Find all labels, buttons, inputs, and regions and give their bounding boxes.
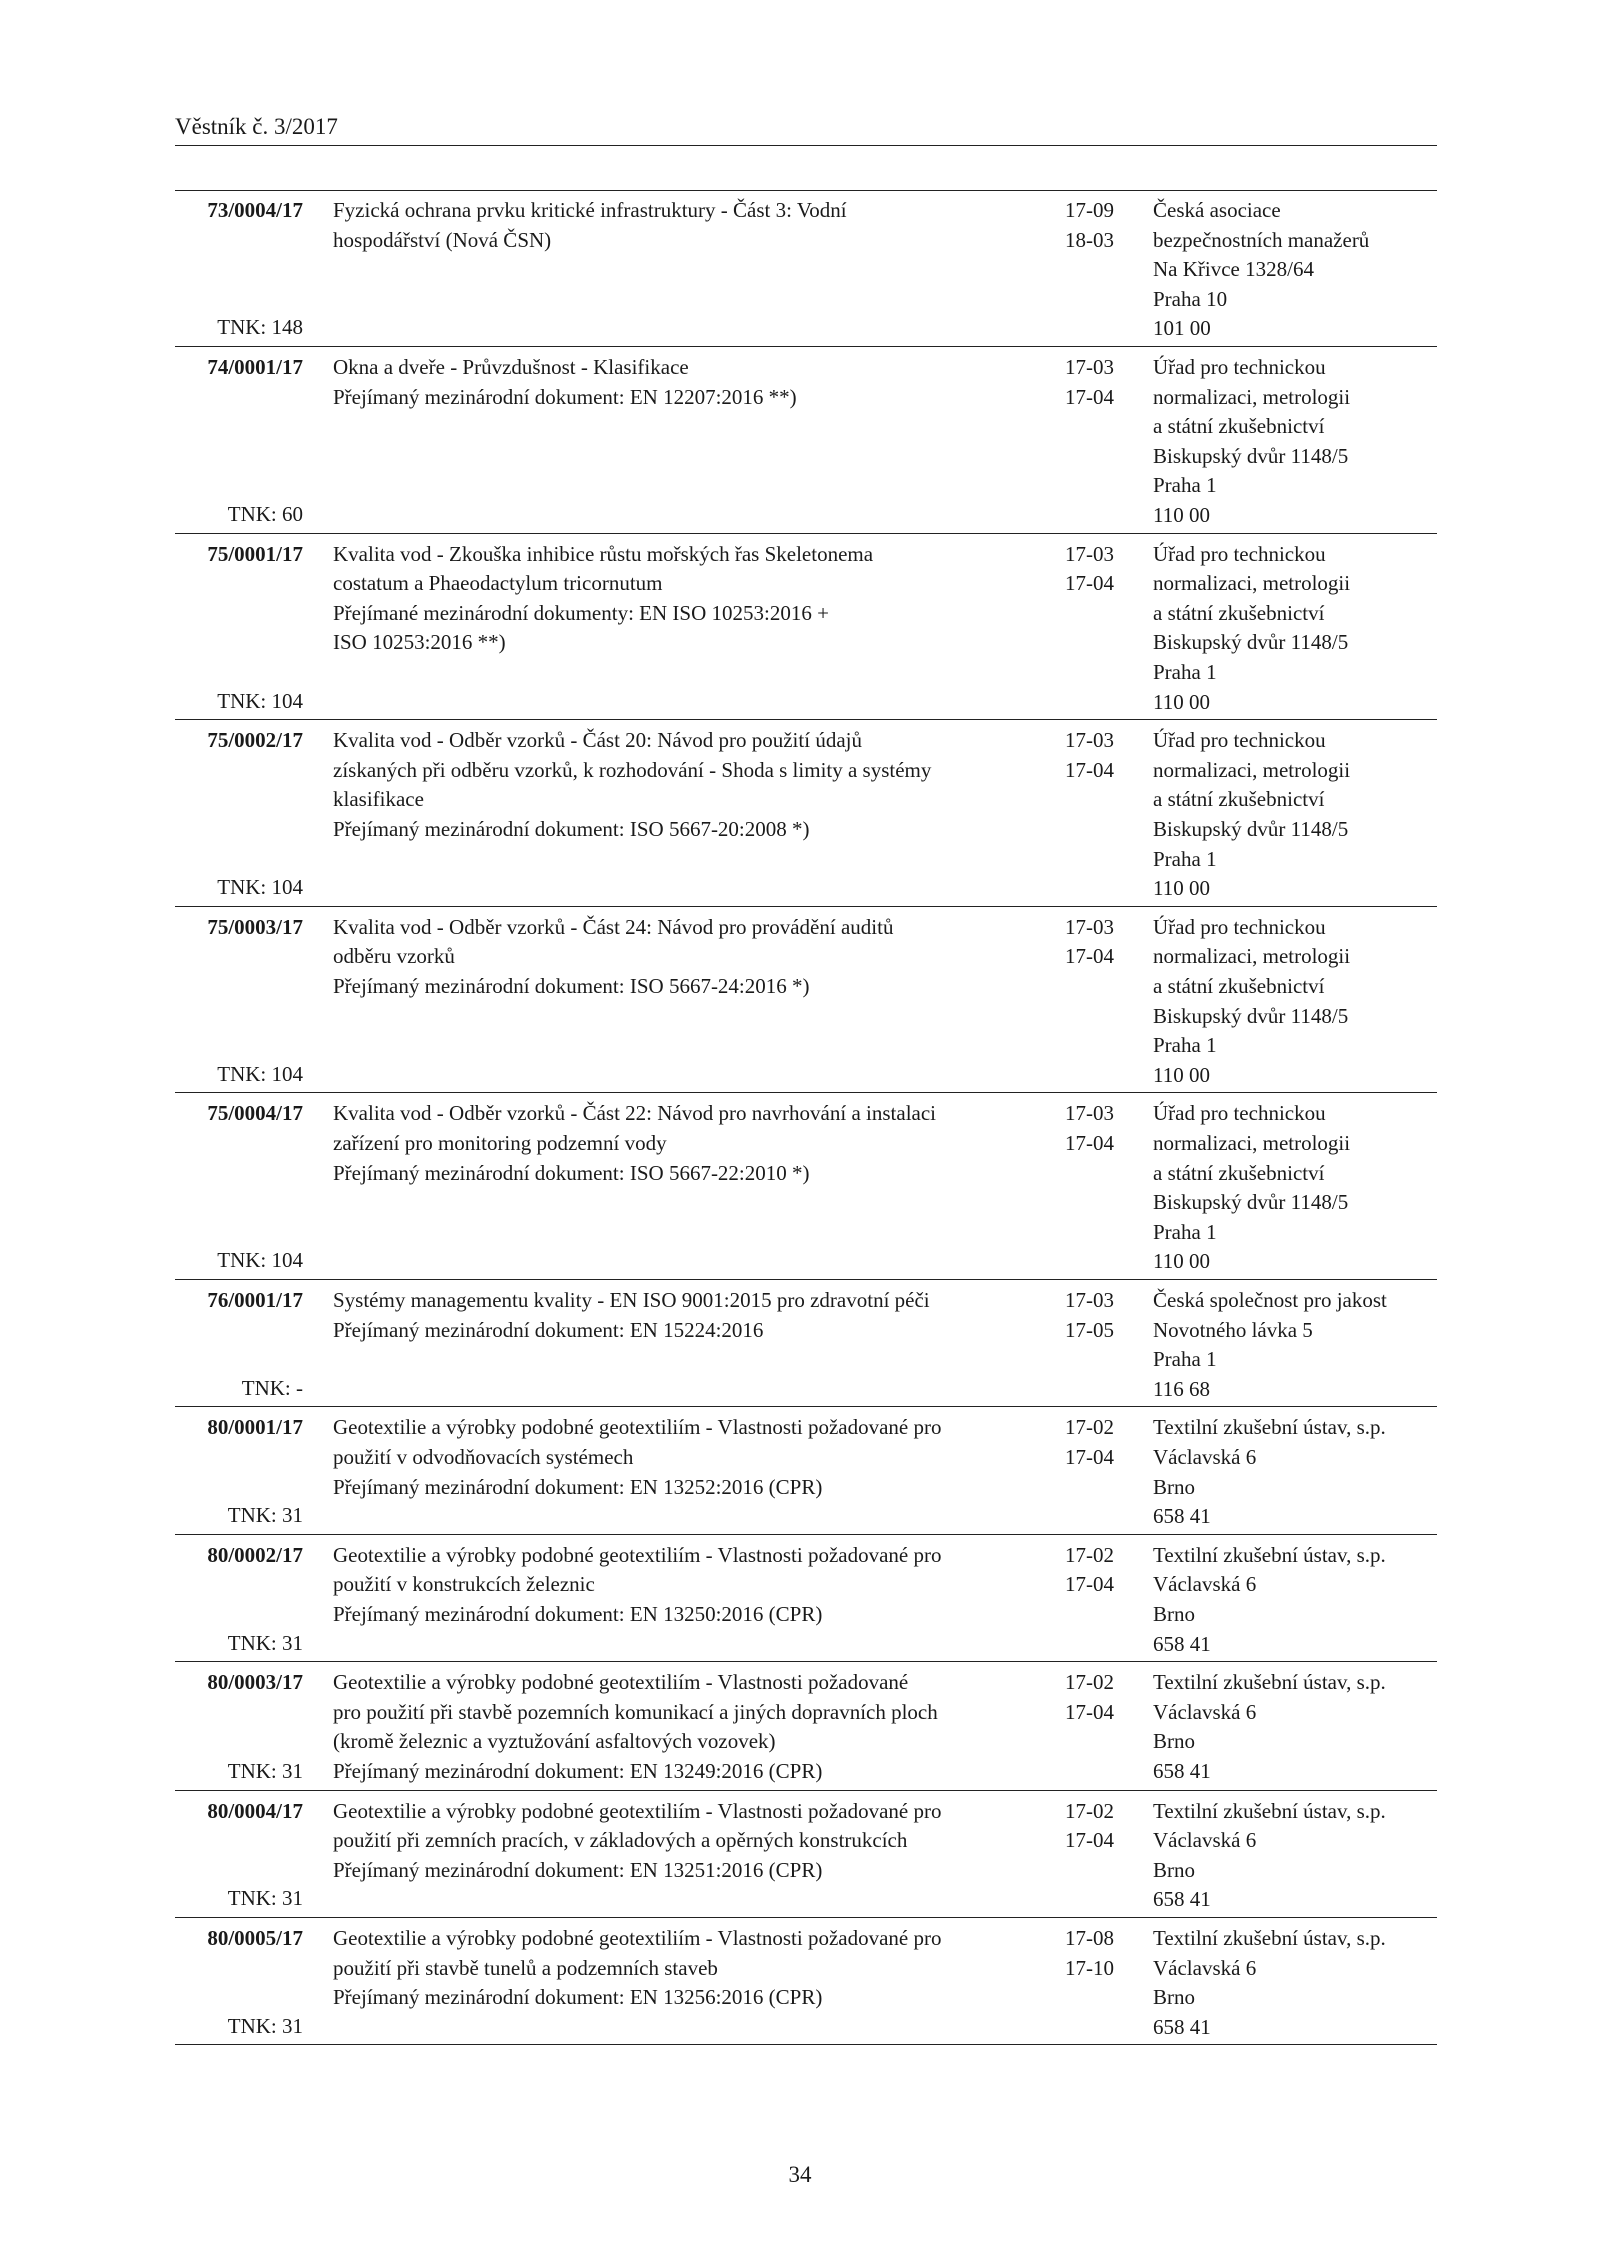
entry-description bbox=[333, 1286, 1033, 1345]
address-line: Textilní zkušební ústav, s.p. bbox=[1153, 1670, 1386, 1695]
address-line: Brno bbox=[1153, 1474, 1195, 1499]
address-line: Praha 10 bbox=[1153, 286, 1228, 311]
date-code: 17-04 bbox=[1065, 1444, 1114, 1469]
address-line: Úřad pro technickou bbox=[1153, 541, 1326, 566]
address-line: bezpečnostních manažerů bbox=[1153, 227, 1370, 252]
entry-address bbox=[1153, 196, 1443, 344]
address-line: normalizaci, metrologii bbox=[1153, 944, 1351, 969]
entry-tnk: TNK: 31 bbox=[227, 2013, 303, 2038]
entry-dates bbox=[1065, 1924, 1145, 1983]
address-line: Úřad pro technickou bbox=[1153, 355, 1326, 379]
address-line: 110 00 bbox=[1153, 689, 1210, 714]
description-line: Geotextilie a výrobky podobné geotextiliím - Vlastnosti požadované bbox=[333, 1670, 909, 1695]
entry-code: 73/0004/17 bbox=[207, 198, 303, 222]
address-line: Václavská 6 bbox=[1153, 1444, 1257, 1469]
entry-description bbox=[333, 1797, 1033, 1886]
description-line: Geotextilie a výrobky podobné geotextiliím - Vlastnosti požadované pro bbox=[333, 1798, 942, 1823]
entry-code: 80/0001/17 bbox=[207, 1415, 303, 1440]
description-line: Geotextilie a výrobky podobné geotextiliím - Vlastnosti požadované pro bbox=[333, 1542, 942, 1567]
header-rule bbox=[175, 145, 1437, 146]
table-row bbox=[175, 907, 1437, 1094]
address-line: Praha 1 bbox=[1153, 1033, 1217, 1058]
address-line: 658 41 bbox=[1153, 2014, 1211, 2039]
address-line: Česká společnost pro jakost bbox=[1153, 1287, 1387, 1312]
description-line: Přejímaný mezinárodní dokument: EN 13249:2016 (CPR) bbox=[333, 1758, 823, 1783]
entry-id-cell bbox=[175, 540, 303, 717]
description-line: Přejímaný mezinárodní dokument: EN 13250:2016 (CPR) bbox=[333, 1601, 823, 1626]
date-code: 17-04 bbox=[1065, 384, 1114, 409]
address-line: normalizaci, metrologii bbox=[1153, 757, 1351, 782]
standards-table bbox=[175, 190, 1437, 2045]
date-code: 17-03 bbox=[1065, 1287, 1114, 1312]
address-line: Úřad pro technickou bbox=[1153, 728, 1326, 753]
entry-address bbox=[1153, 1286, 1443, 1404]
address-line: Textilní zkušební ústav, s.p. bbox=[1153, 1415, 1386, 1440]
address-line: Praha 1 bbox=[1153, 846, 1217, 871]
description-line: použití při zemních pracích, v základových a opěrných konstrukcích bbox=[333, 1828, 908, 1853]
description-line: Okna a dveře - Průvzdušnost - Klasifikace bbox=[333, 355, 689, 379]
description-line: Přejímaný mezinárodní dokument: EN 12207:2016 **) bbox=[333, 384, 797, 409]
entry-id-cell bbox=[175, 1668, 303, 1786]
entry-dates bbox=[1065, 913, 1145, 972]
address-line: 110 00 bbox=[1153, 876, 1210, 901]
date-code: 17-03 bbox=[1065, 728, 1114, 753]
entry-id-cell bbox=[175, 1924, 303, 2041]
address-line: a státní zkušebnictví bbox=[1153, 787, 1325, 812]
description-line: (kromě železnic a vyztužování asfaltových vozovek) bbox=[333, 1729, 776, 1754]
address-line: Praha 1 bbox=[1153, 1219, 1217, 1244]
entry-dates bbox=[1065, 1099, 1145, 1158]
address-line: normalizaci, metrologii bbox=[1153, 571, 1351, 596]
description-line: Kvalita vod - Odběr vzorků - Část 20: Návod pro použití údajů bbox=[333, 728, 862, 753]
entry-description bbox=[333, 353, 1033, 412]
description-line: Přejímaný mezinárodní dokument: ISO 5667-22:2010 *) bbox=[333, 1160, 810, 1185]
date-code: 18-03 bbox=[1065, 227, 1114, 252]
address-line: a státní zkušebnictví bbox=[1153, 414, 1325, 439]
address-line: Biskupský dvůr 1148/5 bbox=[1153, 443, 1349, 468]
entry-code: 80/0004/17 bbox=[207, 1798, 303, 1823]
entry-code: 80/0002/17 bbox=[207, 1542, 303, 1567]
description-line: Přejímaný mezinárodní dokument: ISO 5667-24:2016 *) bbox=[333, 973, 810, 998]
description-line: získaných při odběru vzorků, k rozhodování - Shoda s limity a systémy bbox=[333, 757, 932, 782]
address-line: Textilní zkušební ústav, s.p. bbox=[1153, 1798, 1386, 1823]
date-code: 17-02 bbox=[1065, 1670, 1114, 1695]
address-line: 658 41 bbox=[1153, 1887, 1211, 1912]
entry-id-cell bbox=[175, 1541, 303, 1658]
description-line: hospodářství (Nová ČSN) bbox=[333, 227, 552, 252]
entry-dates bbox=[1065, 540, 1145, 599]
address-line: 658 41 bbox=[1153, 1504, 1211, 1529]
table-row bbox=[175, 1535, 1437, 1662]
entry-description bbox=[333, 1668, 1033, 1786]
description-line: Fyzická ochrana prvku kritické infrastruktury - Část 3: Vodní bbox=[333, 198, 847, 222]
date-code: 17-02 bbox=[1065, 1415, 1114, 1440]
entry-description bbox=[333, 1924, 1033, 2013]
date-code: 17-02 bbox=[1065, 1798, 1114, 1823]
address-line: Praha 1 bbox=[1153, 659, 1217, 684]
table-row bbox=[175, 1280, 1437, 1407]
entry-description bbox=[333, 196, 1033, 255]
table-row bbox=[175, 1407, 1437, 1534]
address-line: Praha 1 bbox=[1153, 1347, 1217, 1372]
description-line: Geotextilie a výrobky podobné geotextiliím - Vlastnosti požadované pro bbox=[333, 1415, 942, 1440]
page-header-title: Věstník č. 3/2017 bbox=[175, 114, 338, 139]
address-line: Biskupský dvůr 1148/5 bbox=[1153, 1003, 1349, 1028]
date-code: 17-04 bbox=[1065, 944, 1114, 969]
entry-tnk: TNK: 60 bbox=[227, 502, 303, 526]
date-code: 17-04 bbox=[1065, 757, 1114, 782]
entry-tnk: TNK: 104 bbox=[217, 688, 303, 713]
entry-code: 80/0003/17 bbox=[207, 1670, 303, 1695]
description-line: odběru vzorků bbox=[333, 944, 455, 969]
entry-address bbox=[1153, 726, 1443, 904]
entry-code: 74/0001/17 bbox=[207, 355, 303, 379]
table-row bbox=[175, 720, 1437, 907]
entry-address bbox=[1153, 1668, 1443, 1786]
address-line: Václavská 6 bbox=[1153, 1955, 1257, 1980]
entry-tnk: TNK: 148 bbox=[217, 315, 303, 340]
date-code: 17-05 bbox=[1065, 1317, 1114, 1342]
entry-id-cell bbox=[175, 1099, 303, 1276]
entry-id-cell bbox=[175, 726, 303, 903]
description-line: zařízení pro monitoring podzemní vody bbox=[333, 1130, 667, 1155]
date-code: 17-02 bbox=[1065, 1542, 1114, 1567]
table-row bbox=[175, 190, 1437, 347]
date-code: 17-04 bbox=[1065, 1130, 1114, 1155]
description-line: costatum a Phaeodactylum tricornutum bbox=[333, 571, 663, 596]
description-line: Geotextilie a výrobky podobné geotextiliím - Vlastnosti požadované pro bbox=[333, 1925, 942, 1950]
entry-description bbox=[333, 540, 1033, 658]
address-line: 110 00 bbox=[1153, 1062, 1210, 1087]
entry-description bbox=[333, 913, 1033, 1002]
address-line: 116 68 bbox=[1153, 1376, 1210, 1401]
address-line: Úřad pro technickou bbox=[1153, 1101, 1326, 1126]
date-code: 17-09 bbox=[1065, 198, 1114, 222]
address-line: 110 00 bbox=[1153, 1249, 1210, 1274]
entry-id-cell bbox=[175, 1413, 303, 1530]
entry-dates bbox=[1065, 353, 1145, 412]
address-line: Textilní zkušební ústav, s.p. bbox=[1153, 1542, 1386, 1567]
entry-address bbox=[1153, 1797, 1443, 1915]
description-line: Přejímané mezinárodní dokumenty: EN ISO 10253:2016 + bbox=[333, 600, 829, 625]
entry-id-cell bbox=[175, 196, 303, 343]
entry-tnk: TNK: 31 bbox=[227, 1886, 303, 1911]
entry-address bbox=[1153, 1924, 1443, 2042]
entry-id-cell bbox=[175, 353, 303, 530]
address-line: 110 00 bbox=[1153, 502, 1210, 527]
date-code: 17-03 bbox=[1065, 541, 1114, 566]
entry-tnk: TNK: 104 bbox=[217, 875, 303, 900]
entry-description bbox=[333, 1413, 1033, 1502]
address-line: Václavská 6 bbox=[1153, 1828, 1257, 1853]
address-line: normalizaci, metrologii bbox=[1153, 384, 1351, 409]
description-line: použití při stavbě tunelů a podzemních staveb bbox=[333, 1955, 718, 1980]
entry-tnk: TNK: 104 bbox=[217, 1061, 303, 1086]
date-code: 17-03 bbox=[1065, 355, 1114, 379]
entry-code: 76/0001/17 bbox=[207, 1287, 303, 1312]
description-line: Přejímaný mezinárodní dokument: EN 15224:2016 bbox=[333, 1317, 764, 1342]
address-line: a státní zkušebnictví bbox=[1153, 600, 1325, 625]
page-number: 34 bbox=[788, 2162, 812, 2187]
address-line: Biskupský dvůr 1148/5 bbox=[1153, 630, 1349, 655]
address-line: Václavská 6 bbox=[1153, 1572, 1257, 1597]
address-line: Biskupský dvůr 1148/5 bbox=[1153, 816, 1349, 841]
address-line: Novotného lávka 5 bbox=[1153, 1317, 1313, 1342]
entry-dates bbox=[1065, 1541, 1145, 1600]
description-line: Systémy managementu kvality - EN ISO 9001:2015 pro zdravotní péči bbox=[333, 1287, 930, 1312]
entry-dates bbox=[1065, 196, 1145, 255]
address-line: Praha 1 bbox=[1153, 473, 1217, 498]
entry-dates bbox=[1065, 1286, 1145, 1345]
entry-tnk: TNK: 104 bbox=[217, 1248, 303, 1273]
date-code: 17-08 bbox=[1065, 1925, 1114, 1950]
description-line: Přejímaný mezinárodní dokument: EN 13251:2016 (CPR) bbox=[333, 1857, 823, 1882]
date-code: 17-03 bbox=[1065, 1101, 1114, 1126]
address-line: Na Křivce 1328/64 bbox=[1153, 257, 1314, 282]
address-line: normalizaci, metrologii bbox=[1153, 1130, 1351, 1155]
address-line: Textilní zkušební ústav, s.p. bbox=[1153, 1925, 1386, 1950]
address-line: Česká asociace bbox=[1153, 198, 1281, 222]
entry-id-cell bbox=[175, 1286, 303, 1403]
address-line: 658 41 bbox=[1153, 1631, 1211, 1656]
date-code: 17-04 bbox=[1065, 571, 1114, 596]
date-code: 17-10 bbox=[1065, 1955, 1114, 1980]
entry-code: 75/0002/17 bbox=[207, 728, 303, 753]
entry-tnk: TNK: 31 bbox=[227, 1758, 303, 1783]
date-code: 17-03 bbox=[1065, 914, 1114, 939]
entry-dates bbox=[1065, 1797, 1145, 1856]
table-row bbox=[175, 1918, 1437, 2045]
table-row bbox=[175, 534, 1437, 721]
address-line: a státní zkušebnictví bbox=[1153, 973, 1325, 998]
date-code: 17-04 bbox=[1065, 1828, 1114, 1853]
entry-description bbox=[333, 1541, 1033, 1630]
address-line: Brno bbox=[1153, 1729, 1195, 1754]
entry-code: 80/0005/17 bbox=[207, 1925, 303, 1950]
address-line: 101 00 bbox=[1153, 316, 1211, 341]
description-line: ISO 10253:2016 **) bbox=[333, 630, 506, 655]
address-line: Brno bbox=[1153, 1857, 1195, 1882]
description-line: použití v konstrukcích železnic bbox=[333, 1572, 595, 1597]
entry-tnk: TNK: 31 bbox=[227, 1503, 303, 1528]
address-line: Biskupský dvůr 1148/5 bbox=[1153, 1190, 1349, 1215]
description-line: Přejímaný mezinárodní dokument: ISO 5667-20:2008 *) bbox=[333, 816, 810, 841]
entry-tnk: TNK: - bbox=[241, 1375, 303, 1400]
description-line: klasifikace bbox=[333, 787, 424, 812]
entry-id-cell bbox=[175, 913, 303, 1090]
entry-dates bbox=[1065, 1413, 1145, 1472]
description-line: Kvalita vod - Odběr vzorků - Část 24: Návod pro provádění auditů bbox=[333, 914, 894, 939]
entry-code: 75/0003/17 bbox=[207, 914, 303, 939]
entry-address bbox=[1153, 353, 1443, 531]
entry-description bbox=[333, 726, 1033, 844]
address-line: a státní zkušebnictví bbox=[1153, 1160, 1325, 1185]
entry-address bbox=[1153, 913, 1443, 1091]
address-line: Brno bbox=[1153, 1985, 1195, 2010]
address-line: Úřad pro technickou bbox=[1153, 914, 1326, 939]
entry-code: 75/0001/17 bbox=[207, 541, 303, 566]
description-line: pro použití při stavbě pozemních komunikací a jiných dopravních ploch bbox=[333, 1699, 938, 1724]
entry-address bbox=[1153, 1413, 1443, 1531]
address-line: Václavská 6 bbox=[1153, 1699, 1257, 1724]
entry-address bbox=[1153, 540, 1443, 718]
entry-dates bbox=[1065, 1668, 1145, 1727]
date-code: 17-04 bbox=[1065, 1572, 1114, 1597]
address-line: Brno bbox=[1153, 1601, 1195, 1626]
entry-tnk: TNK: 31 bbox=[227, 1630, 303, 1655]
entry-address bbox=[1153, 1099, 1443, 1277]
date-code: 17-04 bbox=[1065, 1699, 1114, 1724]
table-row bbox=[175, 347, 1437, 534]
entry-description bbox=[333, 1099, 1033, 1188]
table-row bbox=[175, 1093, 1437, 1280]
description-line: Kvalita vod - Odběr vzorků - Část 22: Návod pro navrhování a instalaci bbox=[333, 1101, 937, 1126]
entry-code: 75/0004/17 bbox=[207, 1101, 303, 1126]
description-line: Přejímaný mezinárodní dokument: EN 13252:2016 (CPR) bbox=[333, 1474, 823, 1499]
entry-address bbox=[1153, 1541, 1443, 1659]
entry-dates bbox=[1065, 726, 1145, 785]
description-line: Kvalita vod - Zkouška inhibice růstu mořských řas Skeletonema bbox=[333, 541, 874, 566]
table-row bbox=[175, 1791, 1437, 1918]
description-line: Přejímaný mezinárodní dokument: EN 13256:2016 (CPR) bbox=[333, 1985, 823, 2010]
table-row bbox=[175, 1662, 1437, 1790]
entry-id-cell bbox=[175, 1797, 303, 1914]
address-line: 658 41 bbox=[1153, 1758, 1211, 1783]
description-line: použití v odvodňovacích systémech bbox=[333, 1444, 634, 1469]
